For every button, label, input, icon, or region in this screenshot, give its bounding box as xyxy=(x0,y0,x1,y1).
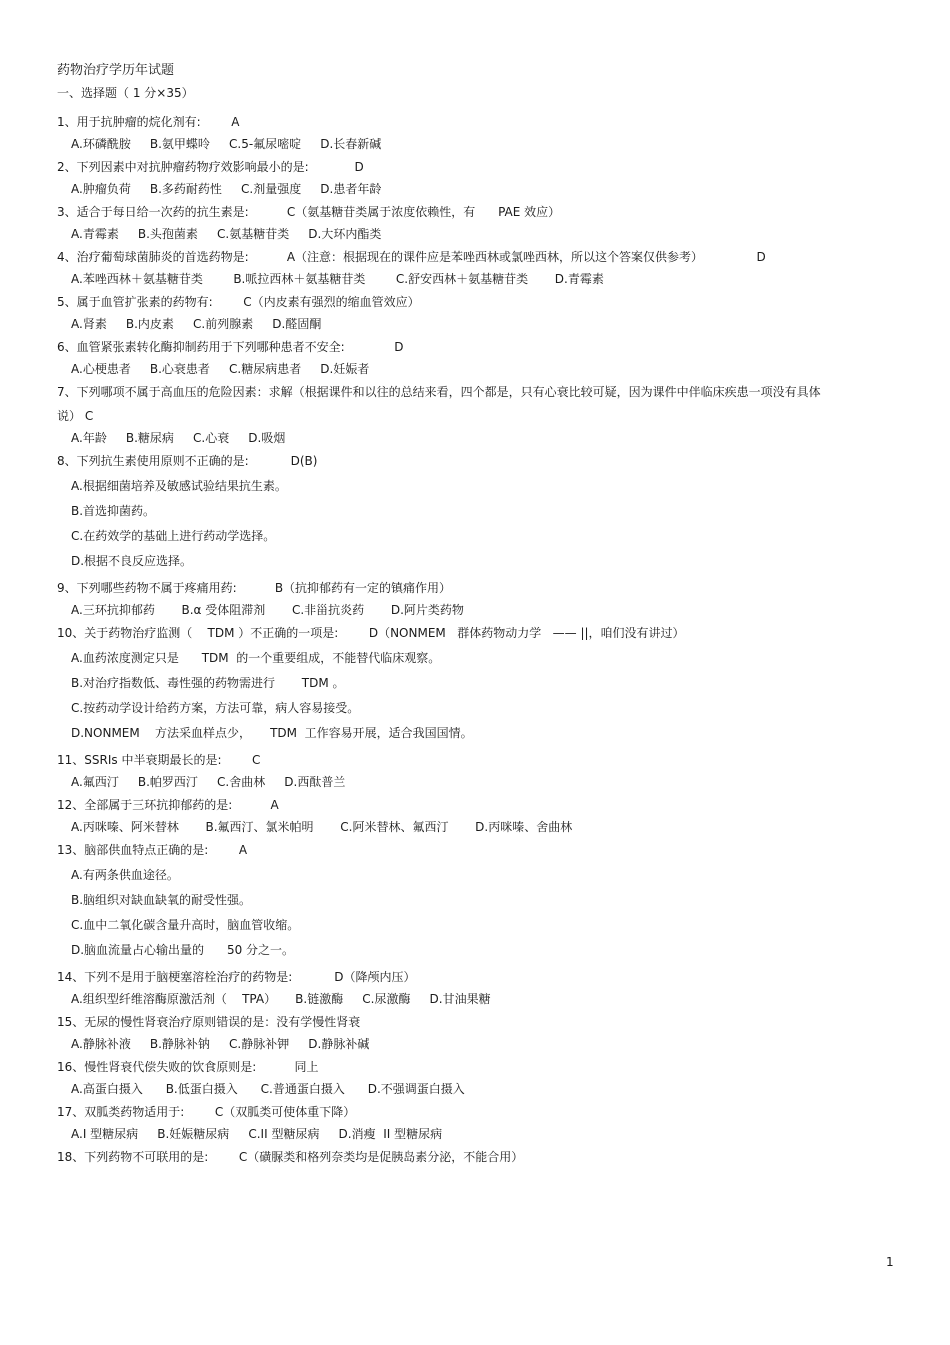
question-option-line: D.NONMEM 方法采血样点少， TDM 工作容易开展，适合我国国情。 xyxy=(71,726,473,740)
question-item xyxy=(57,203,837,243)
question-stem: 6、血管紧张素转化酶抑制药用于下列哪种患者不安全: D xyxy=(57,340,404,354)
question-options: A.组织型纤维溶酶原激活剂（ TPA） B.链激酶 C.尿激酶 D.甘油果糖 xyxy=(71,992,491,1006)
question-options: A.环磷酰胺 B.氨甲蝶呤 C.5-氟尿嘧啶 D.长春新碱 xyxy=(71,137,382,151)
question-stem: 14、下列不是用于脑梗塞溶栓治疗的药物是: D（降颅内压） xyxy=(57,970,416,984)
question-stem: 1、用于抗肿瘤的烷化剂有: A xyxy=(57,115,240,129)
question-item xyxy=(57,1103,837,1143)
question-item xyxy=(57,841,837,963)
question-options: A.苯唑西林＋氨基糖苷类 B.哌拉西林＋氨基糖苷类 C.舒安西林＋氨基糖苷类 D.青霉素 xyxy=(71,272,604,286)
question-item xyxy=(57,579,837,619)
question-stem: 15、无尿的慢性肾衰治疗原则错误的是：没有学慢性肾衰 xyxy=(57,1015,361,1029)
section-heading: 一、选择题（ 1 分×35） xyxy=(57,86,194,100)
question-stem: 16、慢性肾衰代偿失败的饮食原则是: 同上 xyxy=(57,1060,319,1074)
question-option-line: C.血中二氧化碳含量升高时，脑血管收缩。 xyxy=(71,918,300,932)
question-stem: 3、适合于每日给一次药的抗生素是: C（氨基糖苷类属于浓度依赖性，有 PAE 效应） xyxy=(57,205,561,219)
question-option-line: D.脑血流量占心输出量的 50 分之一。 xyxy=(71,943,295,957)
question-item xyxy=(57,968,837,1008)
page-number: 1 xyxy=(886,1255,894,1269)
question-list xyxy=(57,113,837,1166)
question-item xyxy=(57,293,837,333)
question-stem: 13、脑部供血特点正确的是: A xyxy=(57,843,248,857)
question-item xyxy=(57,113,837,153)
question-item xyxy=(57,248,837,288)
question-stem: 8、下列抗生素使用原则不正确的是: D(B) xyxy=(57,454,318,468)
question-stem: 18、下列药物不可联用的是: C（磺脲类和格列奈类均是促胰岛素分泌，不能合用） xyxy=(57,1150,524,1164)
question-option-line: A.根据细菌培养及敏感试验结果抗生素。 xyxy=(71,479,287,493)
question-item xyxy=(57,796,837,836)
question-option-line: A.有两条供血途径。 xyxy=(71,868,179,882)
question-stem: 4、治疗葡萄球菌肺炎的首选药物是: A（注意：根据现在的课件应是苯唑西林或氯唑西林，所以这个答案仅供参考） D xyxy=(57,250,766,264)
question-stem: 12、全部属于三环抗抑郁药的是: A xyxy=(57,798,279,812)
question-option-line: C.按药动学设计给药方案，方法可靠，病人容易接受。 xyxy=(71,701,360,715)
question-options: A.肾素 B.内皮素 C.前列腺素 D.醛固酮 xyxy=(71,317,322,331)
question-stem: 5、属于血管扩张素的药物有: C（内皮素有强烈的缩血管效应） xyxy=(57,295,420,309)
question-options: A.三环抗抑郁药 B.α 受体阻滞剂 C.非甾抗炎药 D.阿片类药物 xyxy=(71,603,464,617)
question-options: A.青霉素 B.头孢菌素 C.氨基糖苷类 D.大环内酯类 xyxy=(71,227,382,241)
question-item xyxy=(57,1013,837,1053)
question-item xyxy=(57,158,837,198)
question-options: A.丙咪嗪、阿米替林 B.氟西汀、氯米帕明 C.阿米替林、氟西汀 D.丙咪嗪、舍曲林 xyxy=(71,820,573,834)
question-item xyxy=(57,452,837,574)
question-stem: 11、SSRIs 中半衰期最长的是: C xyxy=(57,753,261,767)
question-option-line: B.首选抑菌药。 xyxy=(71,504,156,518)
question-options: A.年龄 B.糖尿病 C.心衰 D.吸烟 xyxy=(71,431,286,445)
question-stem: 9、下列哪些药物不属于疼痛用药: B（抗抑郁药有一定的镇痛作用） xyxy=(57,581,452,595)
question-options: A.肿瘤负荷 B.多药耐药性 C.剂量强度 D.患者年龄 xyxy=(71,182,382,196)
question-stem: 7、下列哪项不属于高血压的危险因素：求解（根据课件和以往的总结来看，四个都是，只有心衰比较可疑，因为课件中伴临床疾患一项没有具体说） C xyxy=(57,385,821,423)
question-options: A.高蛋白摄入 B.低蛋白摄入 C.普通蛋白摄入 D.不强调蛋白摄入 xyxy=(71,1082,465,1096)
question-option-line: B.脑组织对缺血缺氧的耐受性强。 xyxy=(71,893,252,907)
question-item xyxy=(57,1148,837,1166)
question-stem: 10、关于药物治疗监测（ TDM ）不正确的一项是: D（NONMEM 群体药物动力学 —— ||，咱们没有讲过） xyxy=(57,626,685,640)
question-item xyxy=(57,380,837,447)
question-options: A.I 型糖尿病 B.妊娠糖尿病 C.II 型糖尿病 D.消瘦 II 型糖尿病 xyxy=(71,1127,443,1141)
question-stem: 17、双胍类药物适用于: C（双胍类可使体重下降） xyxy=(57,1105,356,1119)
question-item xyxy=(57,338,837,378)
question-option-line: A.血药浓度测定只是 TDM 的一个重要组成，不能替代临床观察。 xyxy=(71,651,441,665)
question-stem: 2、下列因素中对抗肿瘤药物疗效影响最小的是: D xyxy=(57,160,364,174)
document-body xyxy=(57,62,837,1171)
document-title: 药物治疗学历年试题 xyxy=(57,63,175,78)
question-option-line: C.在药效学的基础上进行药动学选择。 xyxy=(71,529,276,543)
question-item xyxy=(57,624,837,746)
question-option-line: B.对治疗指数低、毒性强的药物需进行 TDM 。 xyxy=(71,676,345,690)
question-item xyxy=(57,751,837,791)
question-options: A.静脉补液 B.静脉补钠 C.静脉补钾 D.静脉补碱 xyxy=(71,1037,370,1051)
question-option-line: D.根据不良反应选择。 xyxy=(71,554,193,568)
question-options: A.氟西汀 B.帕罗西汀 C.舍曲林 D.西酞普兰 xyxy=(71,775,346,789)
question-options: A.心梗患者 B.心衰患者 C.糖尿病患者 D.妊娠者 xyxy=(71,362,370,376)
question-item xyxy=(57,1058,837,1098)
